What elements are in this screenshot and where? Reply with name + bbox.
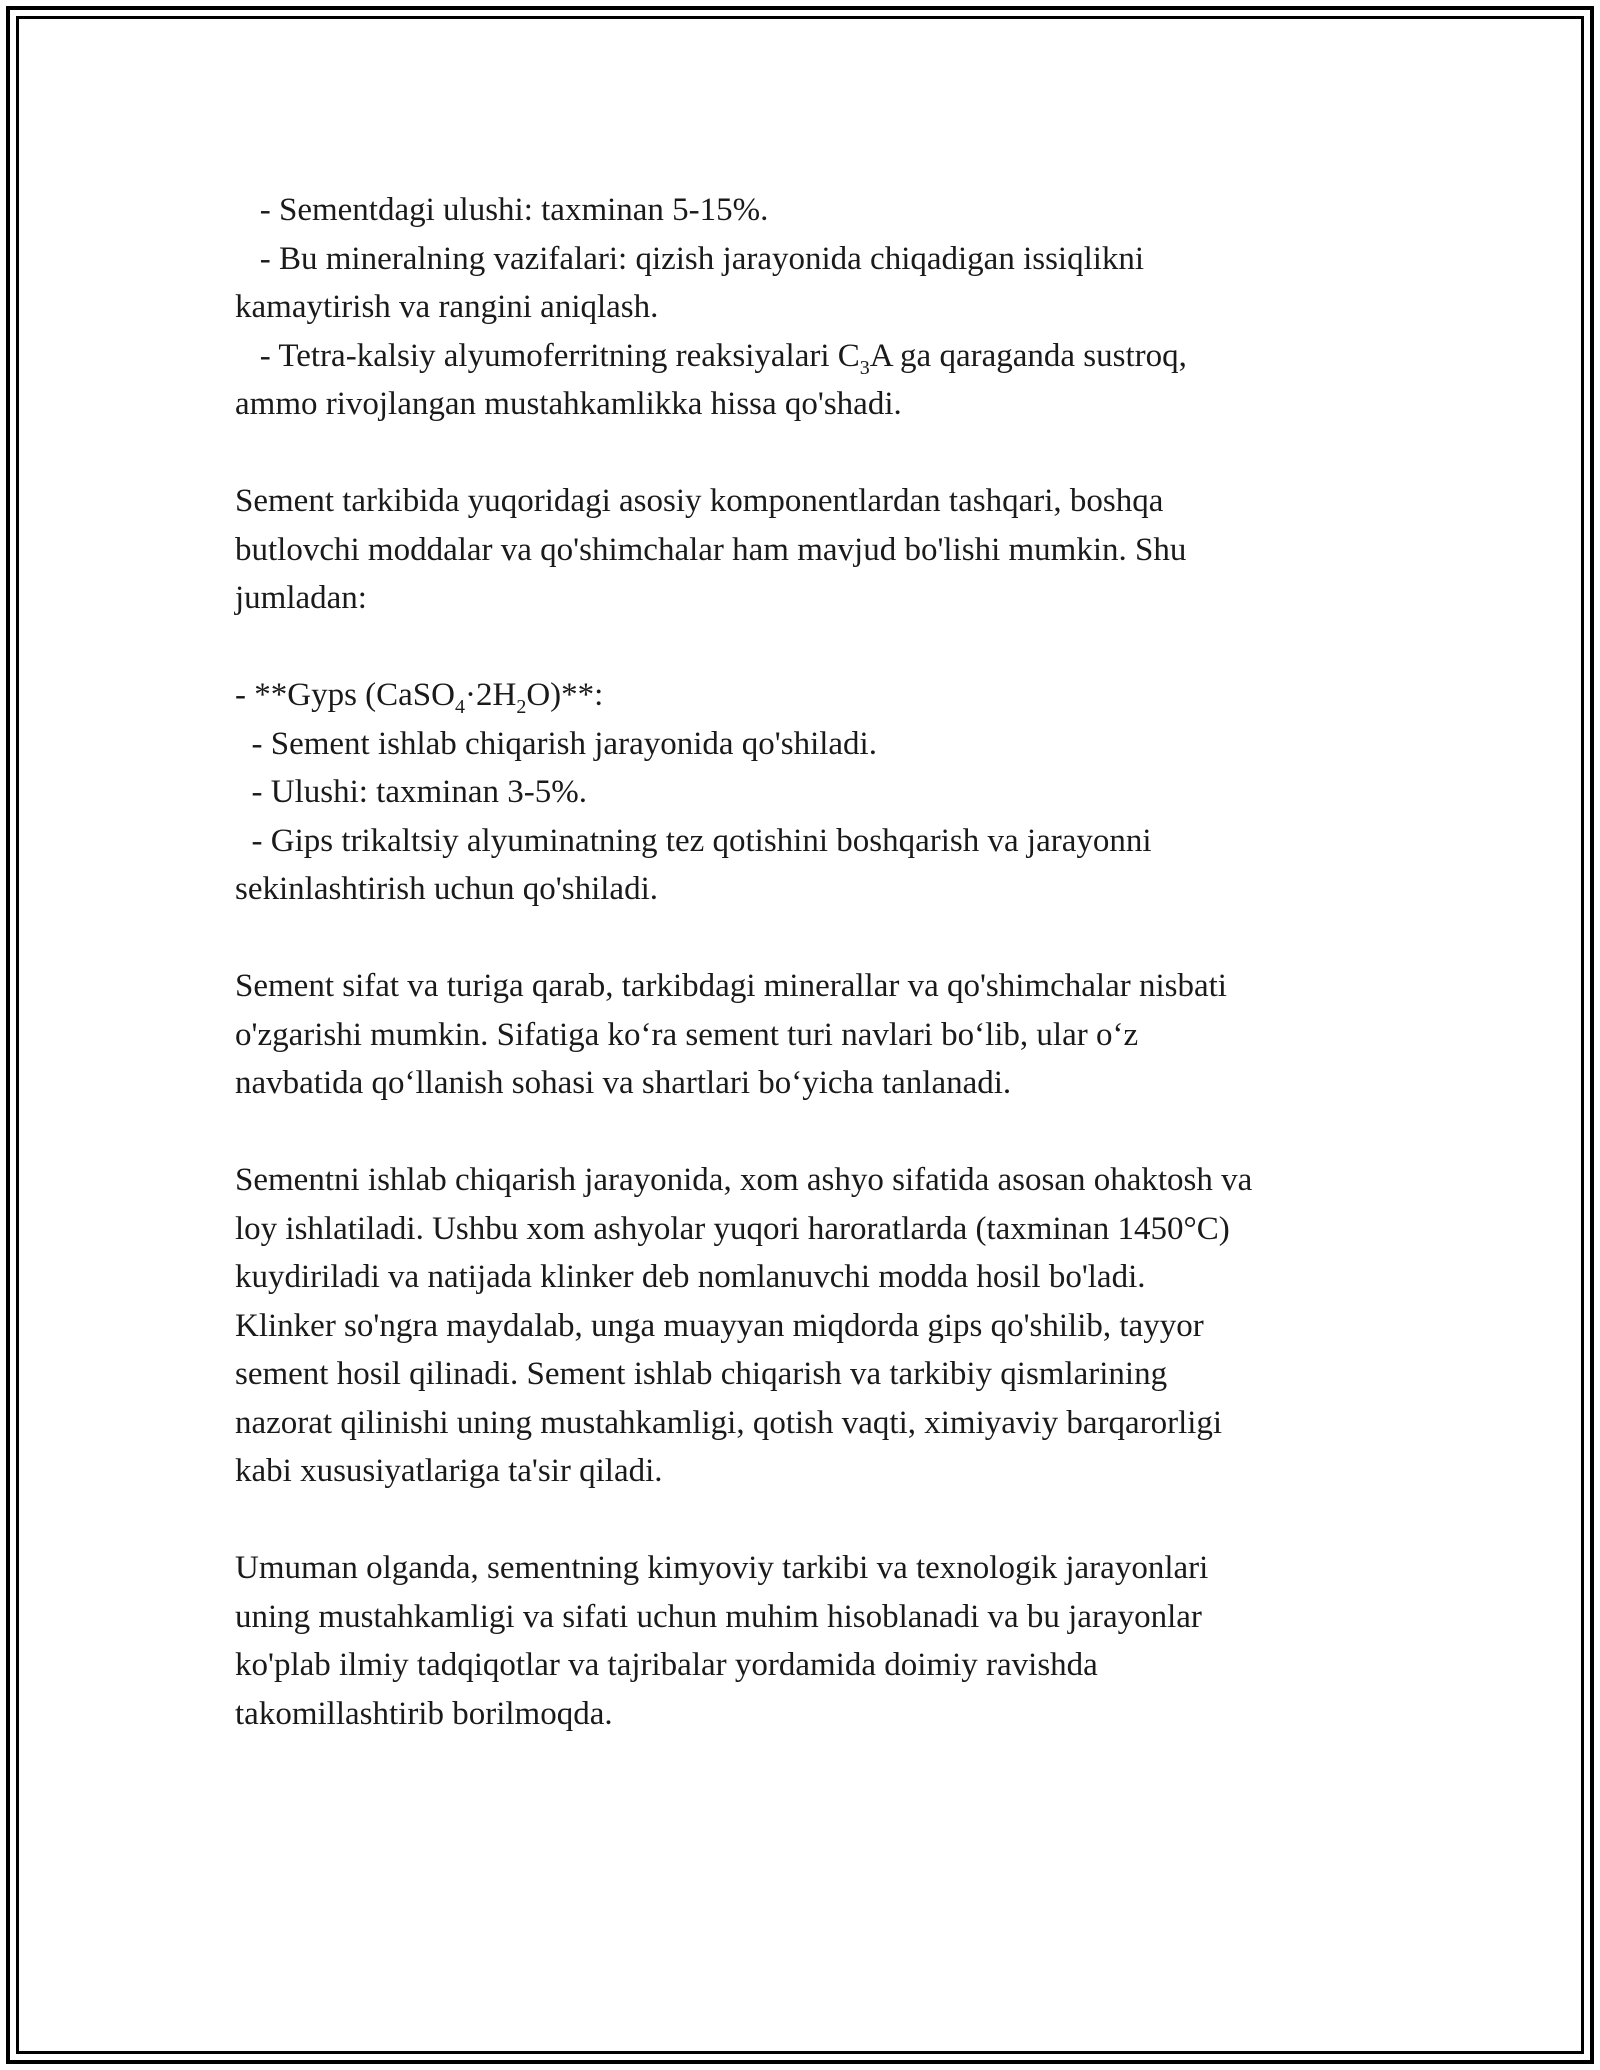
text-line: uning mustahkamligi va sifati uchun muhim hisoblanadi va bu jarayonlar [235,1598,1202,1635]
text-line: sement hosil qilinadi. Sement ishlab chiqarish va tarkibiy qismlarining [235,1356,1168,1392]
text-line: loy ishlatiladi. Ushbu xom ashyolar yuqori haroratlarda (taxminan 1450°C) [235,1210,1230,1247]
paragraph-gyps [235,671,1385,914]
text-segment: ·2H [465,677,517,713]
text-segment: - Tetra-kalsiy alyumoferritning reaksiyalari C [235,337,860,374]
text-line: Sement sifat va turiga qarab, tarkibdagi minerallar va qo'shimchalar nisbati [235,968,1227,1004]
paragraph-spacer [235,914,1385,963]
text-line: Umuman olganda, sementning kimyoviy tarkibi va texnologik jarayonlari [235,1550,1209,1586]
paragraph-quality-types [235,962,1385,1108]
paragraph-mineral-details [235,186,1385,429]
text-line: Klinker so'ngra maydalab, unga muayyan miqdorda gips qo'shilib, tayyor [235,1307,1204,1344]
paragraph-conclusion [235,1544,1385,1738]
text-line: jumladan: [235,580,367,616]
paragraph-spacer [235,429,1385,478]
text-line: nazorat qilinishi uning mustahkamligi, qotish vaqti, ximiyaviy barqarorligi [235,1404,1223,1441]
text-segment: O)**: [526,677,604,713]
text-segment: A ga qaraganda sustroq, [869,337,1187,374]
subscript: 2 [516,696,527,718]
text-line: navbatida qo‘llanish sohasi va shartlari bo‘yicha tanlanadi. [235,1065,1012,1101]
subscript: 3 [859,356,870,379]
text-line: butlovchi moddalar va qo'shimchalar ham mavjud bo'lishi mumkin. Shu [235,531,1187,568]
paragraph-other-components [235,477,1385,623]
text-line: ko'plab ilmiy tadqiqotlar va tajribalar yordamida doimiy ravishda [235,1647,1098,1683]
subscript: 4 [455,696,465,718]
text-line: o'zgarishi mumkin. Sifatiga ko‘ra sement turi navlari bo‘lib, ular o‘z [235,1016,1139,1053]
document-body [235,186,1385,1738]
paragraph-spacer [235,1108,1385,1157]
text-line: kabi xususiyatlariga ta'sir qiladi. [235,1453,663,1489]
text-line-with-formula [235,671,1385,720]
text-line: Sement tarkibida yuqoridagi asosiy komponentlardan tashqari, boshqa [235,483,1164,519]
text-line: kuydiriladi va natijada klinker deb nomlanuvchi modda hosil bo'ladi. [235,1259,1146,1295]
text-line: - Sement ishlab chiqarish jarayonida qo'shiladi. [235,725,877,762]
text-line: ammo rivojlangan mustahkamlikka hissa qo'shadi. [235,386,902,422]
text-segment: - **Gyps (CaSO [235,677,455,713]
text-line: sekinlashtirish uchun qo'shiladi. [235,871,658,907]
paragraph-spacer [235,1496,1385,1545]
text-line: - Gips trikaltsiy alyuminatning tez qotishini boshqarish va jarayonni [235,822,1152,859]
text-line: Sementni ishlab chiqarish jarayonida, xom ashyo sifatida asosan ohaktosh va [235,1162,1253,1198]
text-line-with-formula [235,332,1385,381]
text-line: - Bu mineralning vazifalari: qizish jarayonida chiqadigan issiqlikni [235,240,1145,277]
text-line: takomillashtirib borilmoqda. [235,1695,613,1732]
text-line: - Sementdagi ulushi: taxminan 5-15%. [235,192,769,228]
text-line: kamaytirish va rangini aniqlash. [235,289,659,325]
paragraph-spacer [235,623,1385,672]
paragraph-production [235,1156,1385,1496]
text-line: - Ulushi: taxminan 3-5%. [235,774,587,810]
